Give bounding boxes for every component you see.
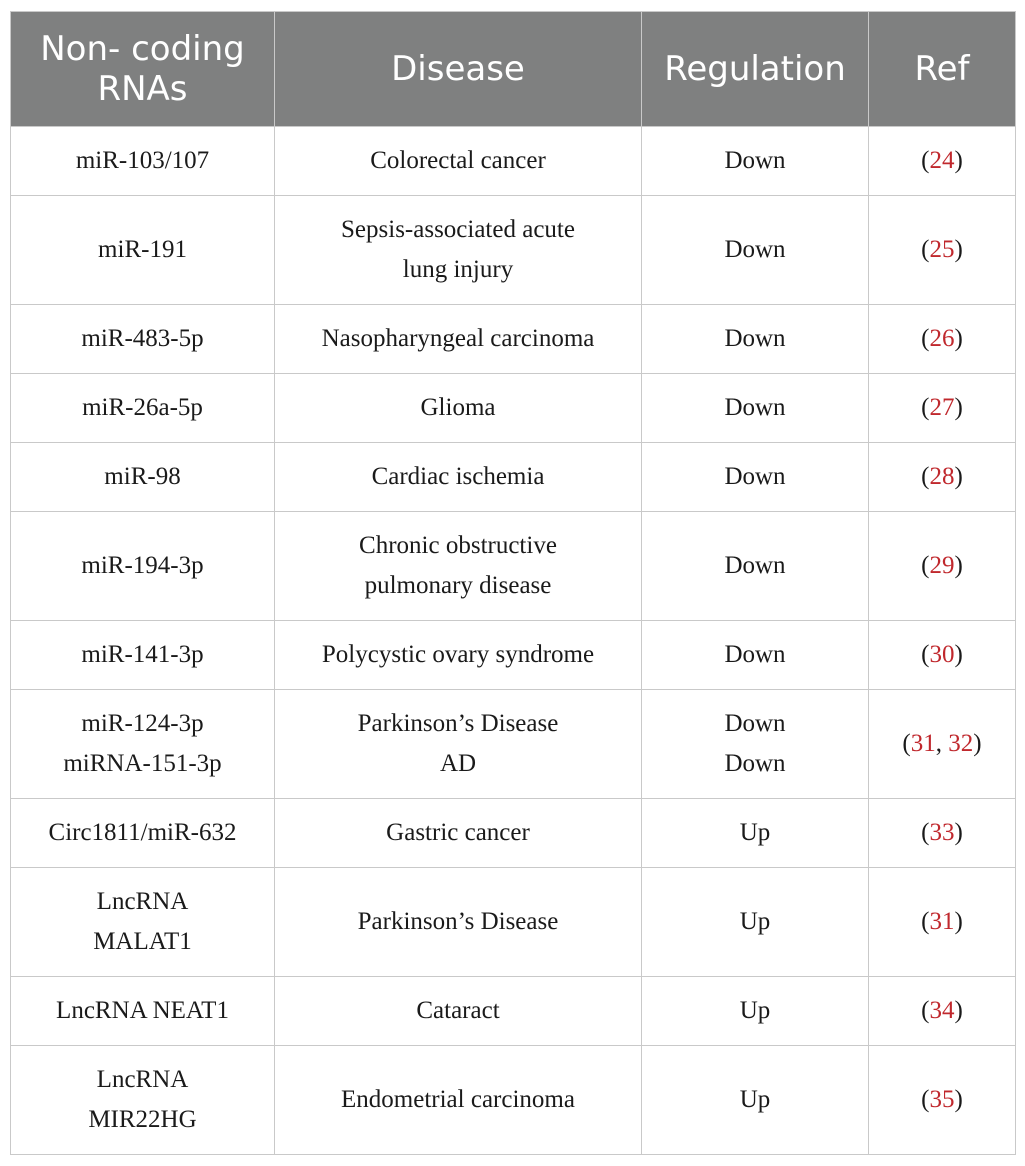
cell-noncoding-rna: miR-483-5p [11,305,275,374]
cell-ref: (35) [869,1046,1016,1155]
cell-disease: Cataract [275,977,642,1046]
cell-regulation: Down Down [642,690,869,799]
header-ref: Ref [869,12,1016,127]
reference-link[interactable]: 29 [929,552,955,579]
cell-noncoding-rna: miR-98 [11,443,275,512]
cell-noncoding-rna: miR-124-3p miRNA-151-3p [11,690,275,799]
reference-link[interactable]: 28 [929,463,955,490]
reference-link[interactable]: 32 [948,730,974,757]
cell-noncoding-rna: LncRNA MIR22HG [11,1046,275,1155]
cell-noncoding-rna: Circ1811/miR-632 [11,799,275,868]
cell-noncoding-rna: LncRNA MALAT1 [11,868,275,977]
cell-disease: Chronic obstructive pulmonary disease [275,512,642,621]
cell-ref: (31, 32) [869,690,1016,799]
reference-link[interactable]: 31 [929,908,955,935]
cell-regulation: Down [642,374,869,443]
header-row [11,12,1016,127]
cell-noncoding-rna: miR-191 [11,196,275,305]
reference-link[interactable]: 34 [929,997,955,1024]
cell-noncoding-rna: LncRNA NEAT1 [11,977,275,1046]
cell-regulation: Down [642,196,869,305]
cell-disease: Nasopharyngeal carcinoma [275,305,642,374]
cell-regulation: Down [642,305,869,374]
table-row [11,127,1016,196]
cell-noncoding-rna: miR-26a-5p [11,374,275,443]
cell-ref: (31) [869,868,1016,977]
reference-link[interactable]: 24 [929,147,955,174]
table-row [11,1046,1016,1155]
cell-disease: Sepsis-associated acute lung injury [275,196,642,305]
cell-ref: (27) [869,374,1016,443]
table-row [11,977,1016,1046]
cell-regulation: Up [642,977,869,1046]
table-row [11,305,1016,374]
cell-noncoding-rna: miR-141-3p [11,621,275,690]
table-row [11,690,1016,799]
cell-disease: Parkinson’s Disease [275,868,642,977]
cell-disease: Glioma [275,374,642,443]
cell-ref: (25) [869,196,1016,305]
table-row [11,374,1016,443]
cell-disease: Endometrial carcinoma [275,1046,642,1155]
cell-disease: Colorectal cancer [275,127,642,196]
table-row [11,621,1016,690]
cell-ref: (24) [869,127,1016,196]
cell-ref: (28) [869,443,1016,512]
table-row [11,443,1016,512]
cell-regulation: Down [642,621,869,690]
header-disease: Disease [275,12,642,127]
reference-link[interactable]: 26 [929,325,955,352]
reference-link[interactable]: 35 [929,1086,955,1113]
reference-link[interactable]: 25 [929,236,955,263]
cell-regulation: Up [642,868,869,977]
cell-disease: Parkinson’s Disease AD [275,690,642,799]
reference-link[interactable]: 33 [929,819,955,846]
cell-noncoding-rna: miR-103/107 [11,127,275,196]
cell-regulation: Up [642,1046,869,1155]
header-noncoding-rnas: Non- coding RNAs [11,12,275,127]
ncrna-disease-table [10,11,1016,1155]
cell-ref: (30) [869,621,1016,690]
cell-ref: (29) [869,512,1016,621]
cell-regulation: Down [642,443,869,512]
table-row [11,799,1016,868]
reference-link[interactable]: 31 [910,730,936,757]
cell-regulation: Down [642,127,869,196]
table-row [11,512,1016,621]
reference-link[interactable]: 27 [929,394,955,421]
cell-ref: (34) [869,977,1016,1046]
cell-disease: Polycystic ovary syndrome [275,621,642,690]
cell-ref: (26) [869,305,1016,374]
reference-link[interactable]: 30 [929,641,955,668]
cell-regulation: Up [642,799,869,868]
cell-ref: (33) [869,799,1016,868]
cell-noncoding-rna: miR-194-3p [11,512,275,621]
table-row [11,196,1016,305]
cell-disease: Gastric cancer [275,799,642,868]
table-row [11,868,1016,977]
cell-disease: Cardiac ischemia [275,443,642,512]
cell-regulation: Down [642,512,869,621]
header-regulation: Regulation [642,12,869,127]
